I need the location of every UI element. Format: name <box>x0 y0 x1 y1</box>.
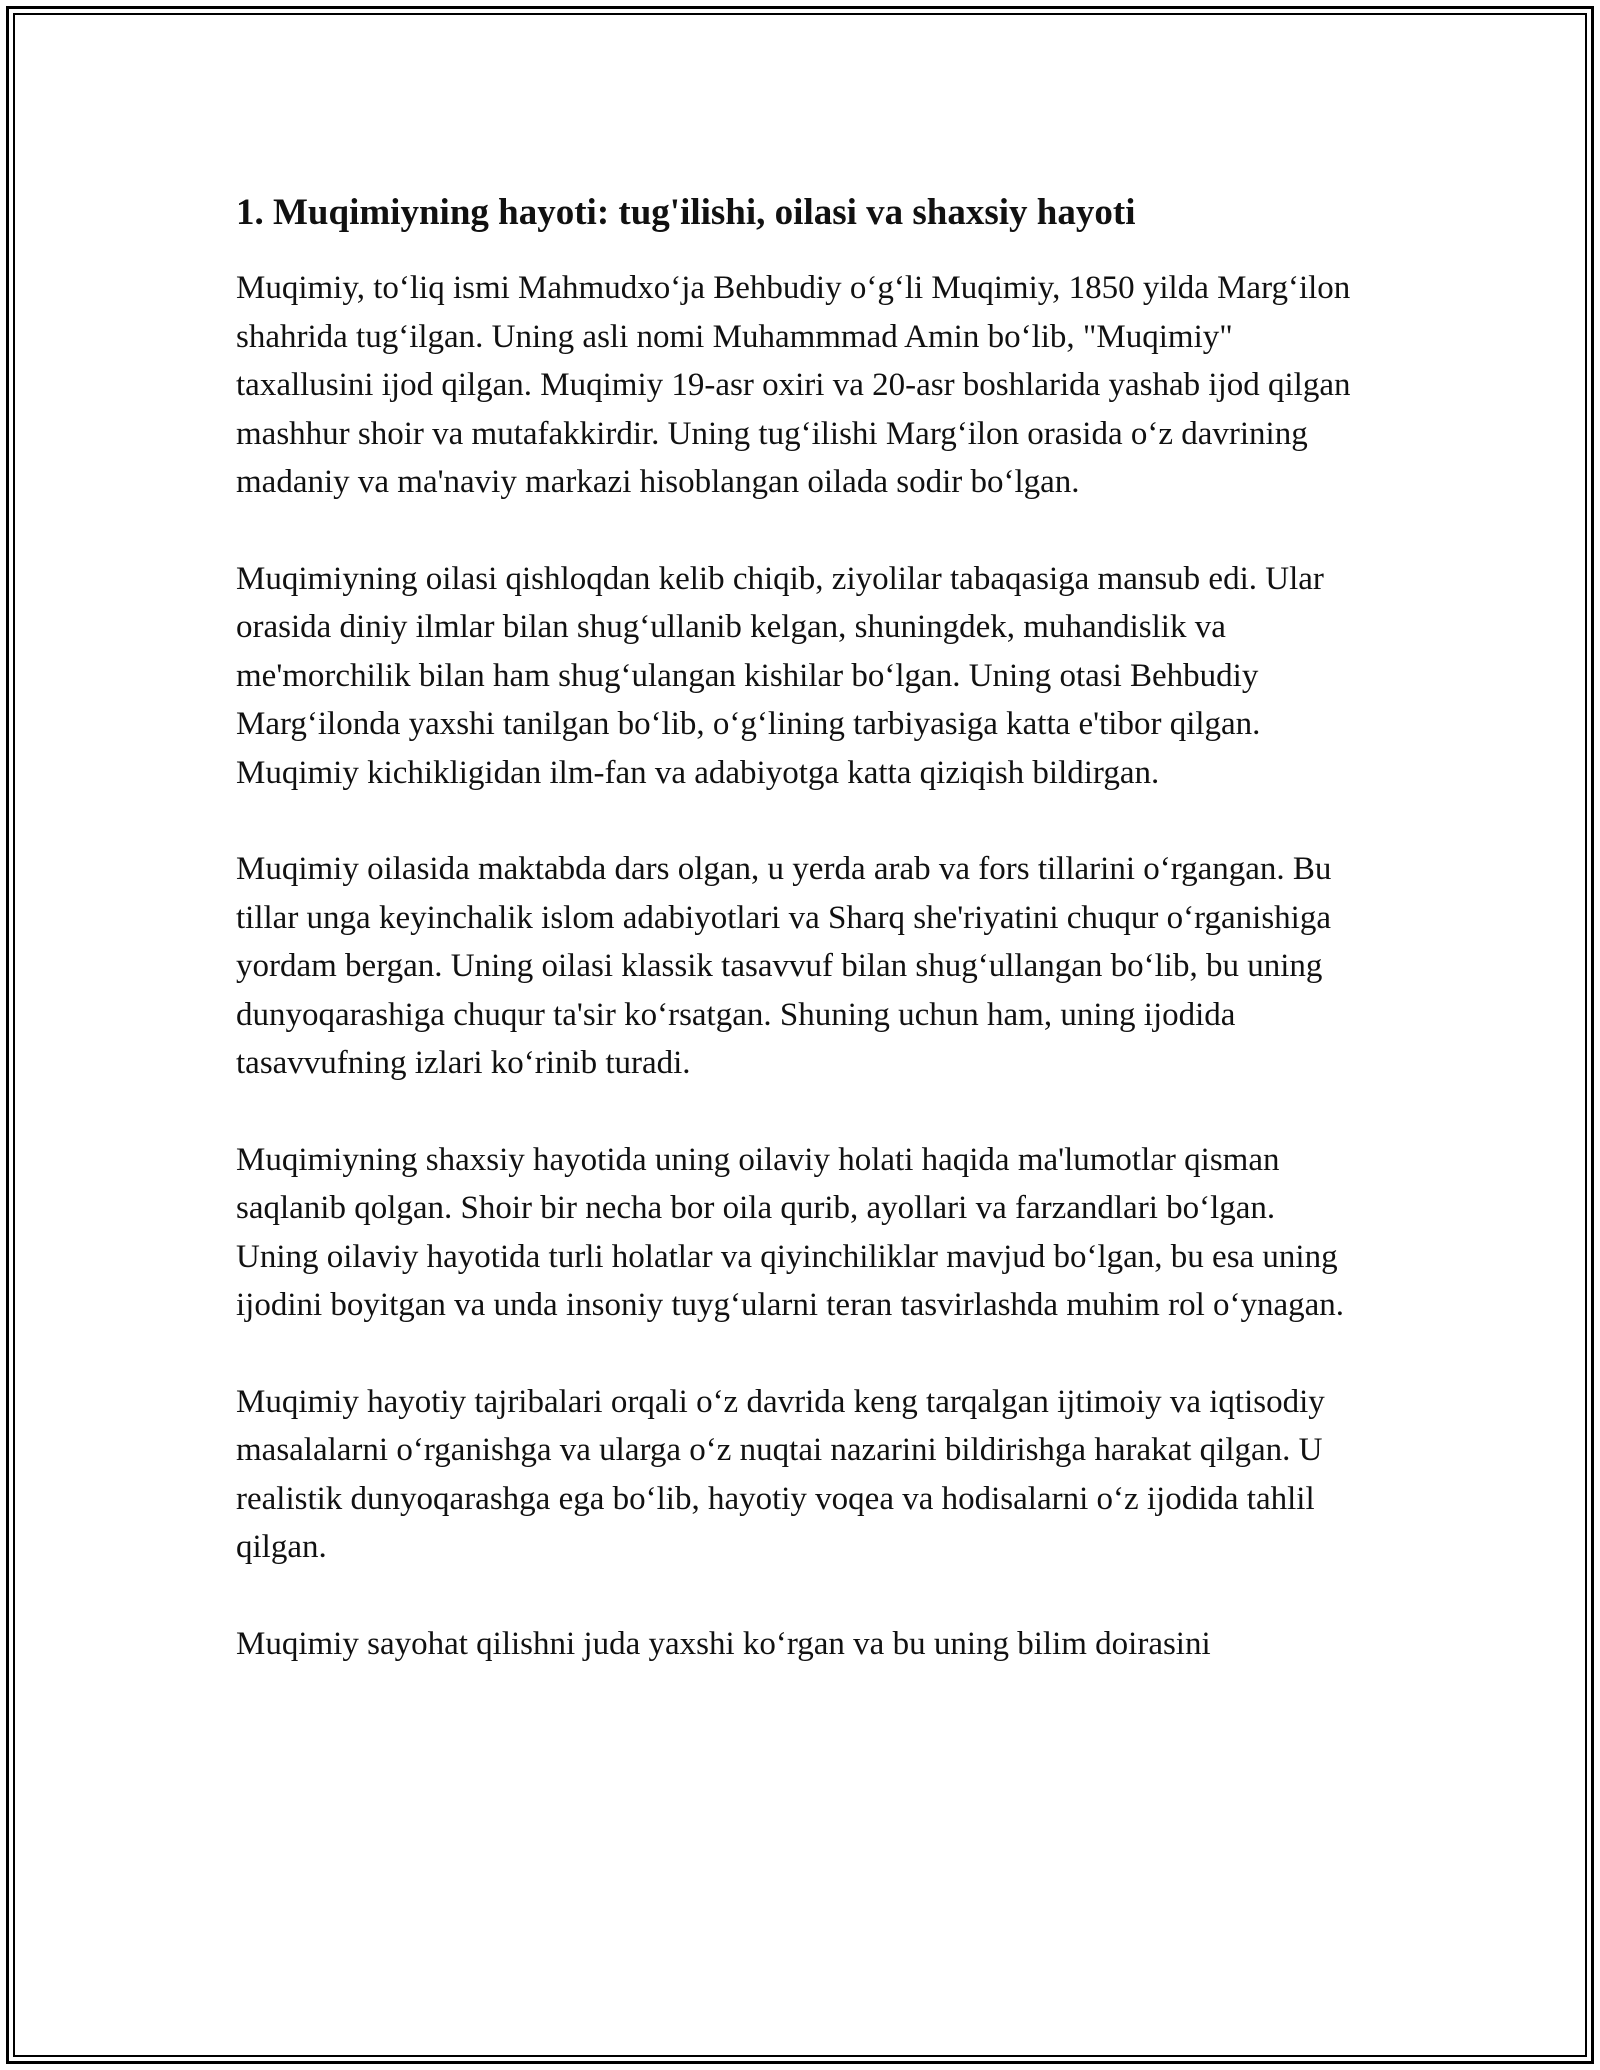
paragraph-birth: Muqimiy, to‘liq ismi Mahmudxo‘ja Behbudiy o‘g‘li Muqimiy, 1850 yilda Marg‘ilon shahrida tug‘ilgan. Uning asli nomi Muhammmad Amin bo‘lib, "Muqimiy" taxallusini ijod qilgan. Muqimiy 19-asr oxiri va 20-asr boshlarida yashab ijod qilgan mashhur shoir va mutafakkirdir. Uning tug‘ilishi Marg‘ilon orasida o‘z davrining madaniy va ma'naviy markazi hisoblangan oilada sodir bo‘lgan. <box>236 270 1351 500</box>
paragraph-life-experience: Muqimiy hayotiy tajribalari orqali o‘z davrida keng tarqalgan ijtimoiy va iqtisodiy masalalarni o‘rganishga va ularga o‘z nuqtai nazarini bildirishga harakat qilgan. U realistik dunyoqarashga ega bo‘lib, hayotiy voqea va hodisalarni o‘z ijodida tahlil qilgan. <box>236 1383 1325 1565</box>
paragraph-education: Muqimiy oilasida maktabda dars olgan, u yerda arab va fors tillarini o‘rgangan. Bu tillar unga keyinchalik islom adabiyotlari va Sharq she'riyatini chuqur o‘rganishiga yordam bergan. Uning oilasi klassik tasavvuf bilan shug‘ullangan bo‘lib, bu uning dunyoqarashiga chuqur ta'sir ko‘rsatgan. Shuning uchun ham, uning ijodida tasavvufning izlari ko‘rinib turadi. <box>236 851 1332 1081</box>
paragraph-family: Muqimiyning oilasi qishloqdan kelib chiqib, ziyolilar tabaqasiga mansub edi. Ular orasida diniy ilmlar bilan shug‘ullanib kelgan, shuningdek, muhandislik va me'morchilik bilan ham shug‘ulangan kishilar bo‘lgan. Uning otasi Behbudiy Marg‘ilonda yaxshi tanilgan bo‘lib, o‘g‘lining tarbiyasiga katta e'tibor qilgan. Muqimiy kichikligidan ilm-fan va adabiyotga katta qiziqish bildirgan. <box>236 560 1324 791</box>
paragraph-travel: Muqimiy sayohat qilishni juda yaxshi ko‘rgan va bu uning bilim doirasini <box>236 1625 1211 1662</box>
section-heading: 1. Muqimiyning hayoti: tug'ilishi, oilasi va shaxsiy hayoti <box>236 192 1136 233</box>
document-body <box>236 187 1360 1668</box>
paragraph-personal-life: Muqimiyning shaxsiy hayotida uning oilaviy holati haqida ma'lumotlar qisman saqlanib qolgan. Shoir bir necha bor oila qurib, ayollari va farzandlari bo‘lgan. Uning oilaviy hayotida turli holatlar va qiyinchiliklar mavjud bo‘lgan, bu esa uning ijodini boyitgan va unda insoniy tuyg‘ularni teran tasvirlashda muhim rol o‘ynagan. <box>236 1141 1345 1323</box>
